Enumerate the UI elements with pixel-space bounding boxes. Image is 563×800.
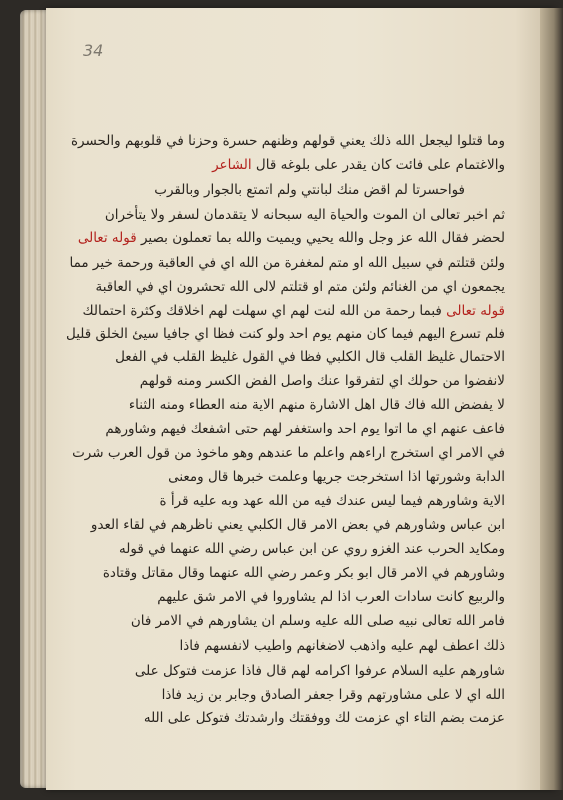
line-text: ولئن قتلتم في سبيل الله او متم لمغفرة من الله اي في العاقبة ورحمة خير مما [69,255,505,271]
text-line [93,707,505,729]
line-text: فبما رحمة من الله لنت لهم اي سهلت لهم اخلاقك وكثرة احتمالك [82,303,447,319]
line-text: وما قتلوا ليجعل الله ذلك يعني قولهم وظنهم حسرة وحزنا في قلوبهم والحسرة [70,133,505,149]
line-text: فاعف عنهم اي ما اتوا يوم احد واستغفر لهم حتى اشفعك فيهم وشاورهم [105,421,505,437]
line-text: في الامر اي استخرج اراءهم واعلم ما عندهم وهو ماخوذ من قول العرب شرت [72,445,505,461]
text-line [93,204,505,226]
text-line [93,610,505,632]
line-text: ابن عباس وشاورهم في بعض الامر قال الكلبي يعني ناظرهم في لقاء العدو [90,517,505,533]
text-line [93,660,505,682]
text-line [82,300,505,322]
text-line [93,562,505,584]
page-number: 34 [83,41,104,60]
text-line [93,346,505,368]
line-text: ذلك اعطف لهم عليه واذهب لاضغانهم واطيب لانفسهم فاذا [179,638,505,654]
line-text: لا يفضض الله فاك قال اهل الاشارة منهم الاية منه العطاء ومنه الثناء [128,397,505,413]
text-line [93,154,505,176]
rubric-text: الشاعر [212,157,252,173]
text-line [77,227,505,249]
text-line [69,252,505,274]
text-line [93,635,505,657]
text-line [93,370,505,392]
line-text: والربيع كانت سادات العرب اذا لم يشاوروا في الامر شق عليهم [157,589,505,605]
text-line [70,130,505,152]
line-text: شاورهم عليه السلام عرفوا اكرامه لهم قال فاذا عزمت فتوكل على [134,663,505,679]
text-line [93,179,465,201]
binding-gutter [540,8,563,790]
text-line [93,418,505,440]
text-line [93,586,505,608]
line-text: لانفضوا من حولك اي لتفرقوا عنك واصل الفض الكسر ومنه قولهم [139,373,505,389]
text-block [66,122,505,726]
rubric-text: قوله تعالى [446,303,505,319]
line-text: وشاورهم في الامر قال ابو بكر وعمر رضي الله عنهما وقال مقاتل وقتادة [102,565,505,581]
rubric-text: قوله تعالى [77,230,137,246]
line-text: يجمعون اي من الغنائم ولئن متم او قتلتم لالى الله تحشرون اي في العاقبة [95,279,505,295]
text-line [90,514,505,536]
text-line [93,490,505,512]
text-line [66,323,505,345]
text-line [72,442,505,464]
line-text: فامر الله تعالى نبيه صلى الله عليه وسلم ان يشاورهم في الامر فان [130,613,505,629]
line-text: ثم اخبر تعالى ان الموت والحياة اليه سبحانه لا يتقدمان لسفر ولا يتأخران [104,207,505,223]
line-text: فلم تسرع اليهم فيما كان منهم يوم احد ولو كنت فظا اي جافيا سيئ الخلق قليل [66,326,505,342]
text-line [93,394,505,416]
line-text: والاغتمام على فائت كان يقدر على بلوغه قال [251,157,505,173]
line-text: ومكايد الحرب عند الغزو روي عن ابن عباس رضي الله عنهما في قوله [119,541,505,557]
line-text: لحضر فقال الله عز وجل والله يحيي ويميت والله بما تعملون بصير [136,230,505,246]
text-line [93,466,505,488]
line-text: الاحتمال غليظ القلب قال الكلبي فظا في القول غليظ القلب في الفعل [115,349,505,365]
text-line [93,684,505,706]
line-text: فواحسرتا لم اقض منك لبانتي ولم اتمتع بالجوار وبالقرب [154,182,465,198]
line-text: الدابة وشورتها اذا استخرجت جريها وعلمت خبرها قال ومعنى [168,469,505,485]
line-text: عزمت بضم التاء اي عزمت لك ووفقتك وارشدتك فتوكل على الله [143,710,505,726]
text-line [93,538,505,560]
line-text: الله اي لا على مشاورتهم وقرا جعفر الصادق وجابر بن زيد فاذا [161,687,505,703]
line-text: الاية وشاورهم فيما ليس عندك فيه من الله عهد وبه عليه قرأ ة [159,493,505,509]
text-line [93,276,505,298]
